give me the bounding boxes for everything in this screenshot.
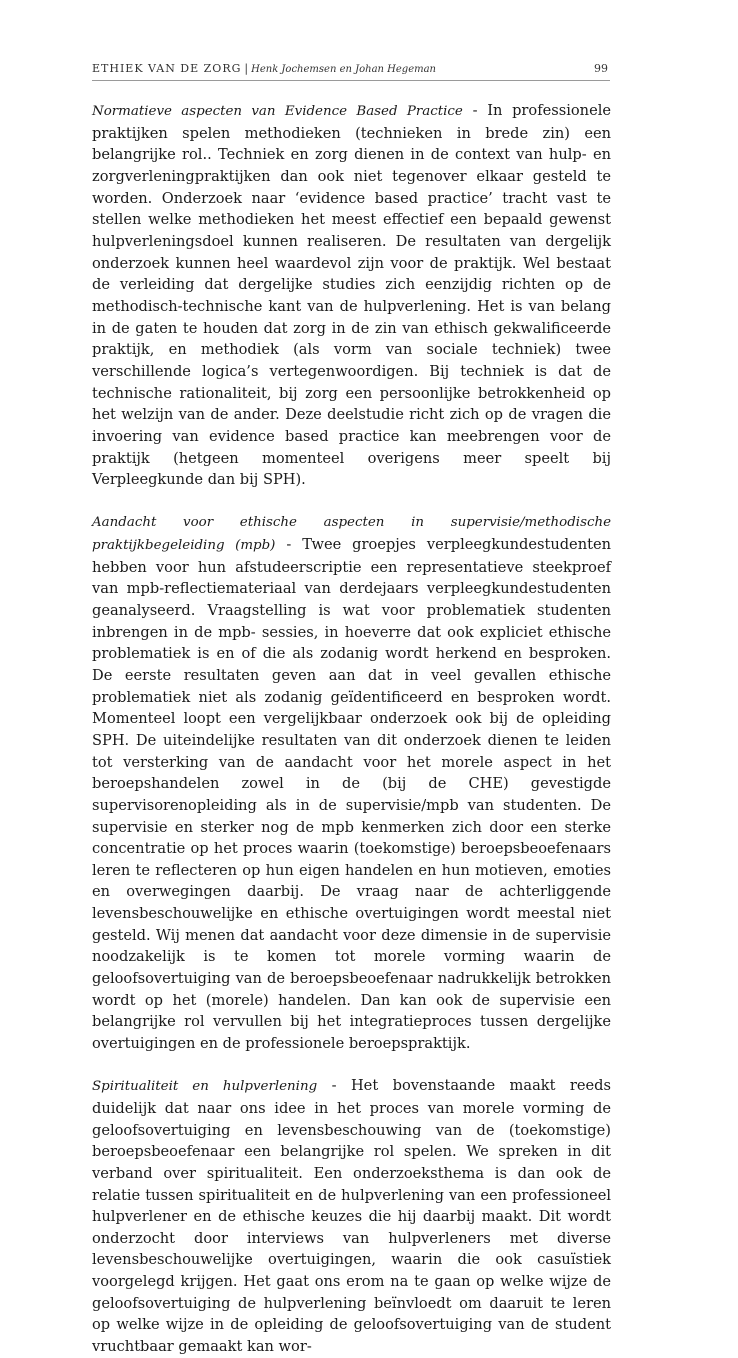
article-authors: Henk Jochemsen en Johan Hegeman	[251, 64, 436, 75]
heading-dash: -	[462, 102, 488, 119]
paragraph-spiritualiteit	[92, 1075, 611, 1358]
paragraph-supervisie-mpb	[92, 511, 611, 1054]
heading-dash: -	[317, 1077, 351, 1095]
paragraph-heading: Aandacht voor ethische aspecten in supervisie/methodische praktijkbegeleiding (mpb)	[92, 515, 611, 553]
paragraph-text: In professionele praktijken spelen methodieken (technieken in brede zin) een belangrijke rol.. Techniek en zorg dienen in de context van hulp- en zorgverleningpraktijken dan ook niet tegenover elkaar gesteld te worden. Onderzoek naar ‘evidence based practice’ tracht vast te stellen welke methodieken het meest effectief een bepaald gewenst hulpverleningsdoel kunnen realiseren. De resultaten van dergelijk onderzoek kunnen heel waardevol zijn voor de praktijk. Wel bestaat de verleiding dat dergelijke studies zich eenzijdig richten op de methodisch-technische kant van de hulpverlening. Het is van belang in de gaten te houden dat zorg in de zin van ethisch gekwalificeerde praktijk, en methodiek (als vorm van sociale techniek) twee verschillende logica’s vertegenwoordigen. Bij techniek is dat de technische rationaliteit, bij zorg een persoonlijke betrokkenheid op het welzijn van de ander. Deze deelstudie richt zich op de vragen die invoering van evidence based practice kan meebrengen voor de praktijk (hetgeen momenteel overigens meer speelt bij Verpleegkunde dan bij SPH).	[92, 102, 612, 489]
paragraph-text: Het bovenstaande maakt reeds duidelijk dat naar ons idee in het proces van morele vorming de geloofsovertuiging en levensbeschouwing van de (toekomstige) beroepsbeoefenaar een belangrijke rol spelen. We spreken in dit verband over spiritualiteit. Een onderzoeksthema is dan ook de relatie tussen spiritualiteit en de hulpverlening van een professioneel hulpverlener en de ethische keuzes die hij daarbij maakt. Dit wordt onderzocht door interviews van hulpverleners met diverse levensbeschouwelijke overtuigingen, waarin die ook casuïstiek voorgelegd krijgen. Het gaat ons erom na te gaan op welke wijze de geloofsovertuiging de hulpverlening beïnvloedt om daaruit te leren op welke wijze in de opleiding de geloofsovertuiging van de student vruchtbaar gemaakt kan wor-	[92, 1077, 612, 1356]
article-body	[92, 100, 611, 1358]
running-head	[92, 62, 610, 81]
paragraph-text: Twee groepjes verpleegkundestudenten hebben voor hun afstudeerscriptie een representatieve steekproef van mpb-reflectiemateriaal van derdejaars verpleegkundestudenten geanalyseerd. Vraagstelling is wat voor problematiek studenten inbrengen in de mpb- sessies, in hoeverre dat ook expliciet ethische problematiek is en of die als zodanig wordt herkend en besproken. De eerste resultaten geven aan dat in veel gevallen ethische problematiek niet als zodanig geïdentificeerd en besproken wordt. Momenteel loopt een vergelijkbaar onderzoek ook bij de opleiding SPH. De uiteindelijke resultaten van dit onderzoek dienen te leiden tot versterking van de aandacht voor het morele aspect in het beroepshandelen zowel in de (bij de CHE) gevestigde supervisorenopleiding als in de supervisie/mpb van studenten. De supervisie en sterker nog de mpb kenmerken zich door een sterke concentratie op het proces waarin (toekomstige) beroepsbeoefenaars leren te reflecteren op hun eigen handelen en hun motieven, emoties en overwegingen daarbij. De vraag naar de achterliggende levensbeschouwelijke en ethische overtuigingen wordt meestal niet gesteld. Wij menen dat aandacht voor deze dimensie in de supervisie noodzakelijk is te komen tot morele vorming waarin de geloofsovertuiging van de beroepsbeoefenaar nadrukkelijk betrokken wordt op het (morele) handelen. Dan kan ook de supervisie een belangrijke rol vervullen bij het integratieproces tussen dergelijke overtuigingen en de professionele beroepspraktijk.	[92, 535, 611, 1053]
paragraph-heading: Normatieve aspecten van Evidence Based Practice	[92, 104, 463, 119]
heading-dash: -	[275, 535, 303, 553]
header-separator: |	[244, 62, 249, 75]
page-number: 99	[594, 62, 608, 75]
paragraph-evidence-based-practice	[92, 100, 611, 491]
journal-title: ETHIEK VAN DE ZORG	[92, 62, 242, 75]
paragraph-heading: Spiritualiteit en hulpverlening	[92, 1079, 318, 1095]
